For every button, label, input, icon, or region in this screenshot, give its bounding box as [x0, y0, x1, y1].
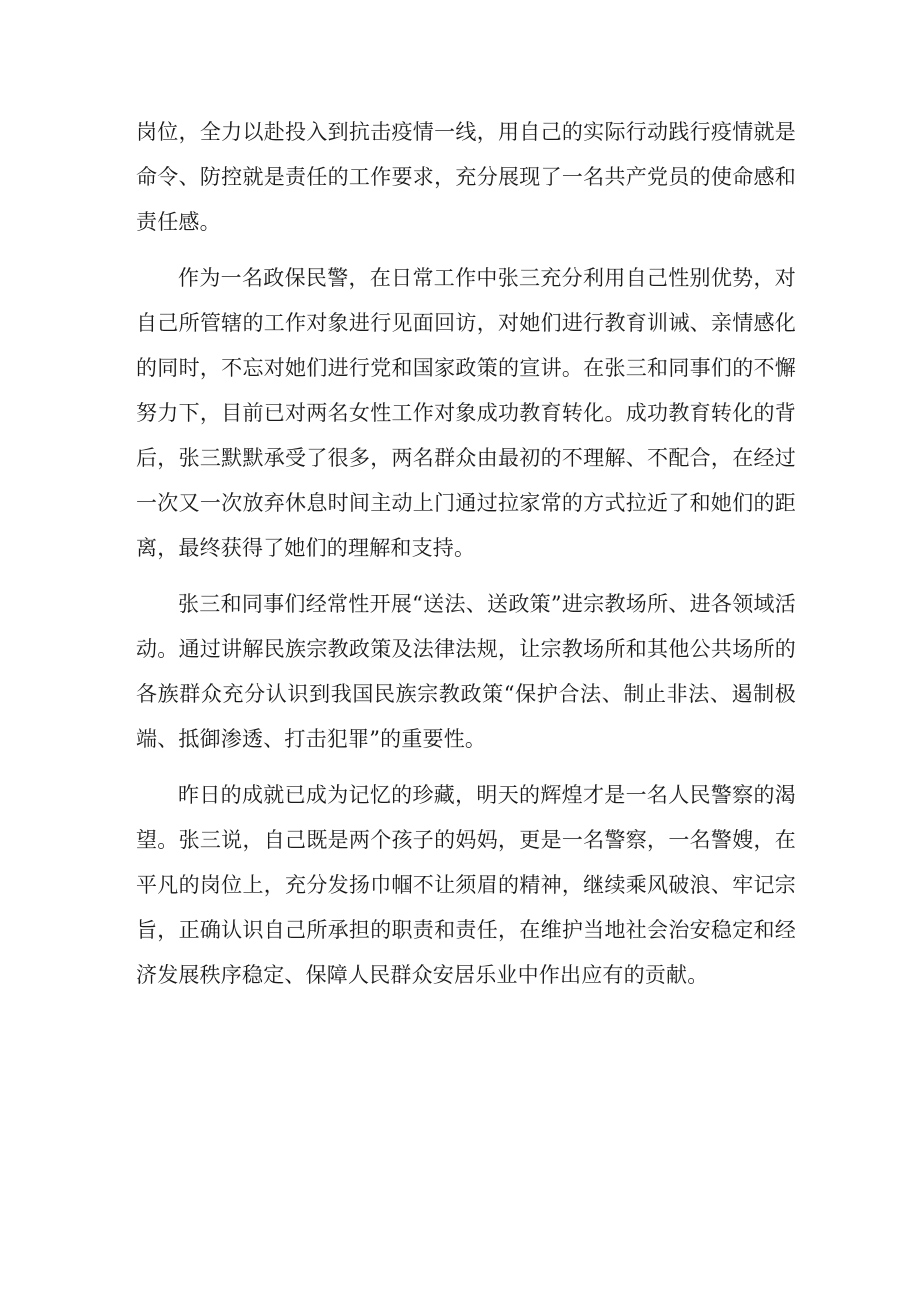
paragraph-law-outreach: 张三和同事们经常性开展“送法、送政策”进宗教场所、进各领域活动。通过讲解民族宗教政策及法律法规，让宗教场所和其他公共场所的各族群众充分认识到我国民族宗教政策“保护合法、制止非法、遏制极端、抵御渗透、打击犯罪”的重要性。	[136, 592, 796, 751]
paragraph-conclusion: 昨日的成就已成为记忆的珍藏，明天的辉煌才是一名人民警察的渴望。张三说，自己既是两个孩子的妈妈，更是一名警察，一名警嫂，在平凡的岗位上，充分发扬巾帼不让须眉的精神，继续乘风破浪、牢记宗旨，正确认识自己所承担的职责和责任，在维护当地社会治安稳定和经济发展秩序稳定、保障人民群众安居乐业中作出应有的贡献。	[136, 783, 796, 987]
paragraph-duty-work: 作为一名政保民警，在日常工作中张三充分利用自己性别优势，对自己所管辖的工作对象进行见面回访，对她们进行教育训诫、亲情感化的同时，不忘对她们进行党和国家政策的宣讲。在张三和同事们的不懈努力下，目前已对两名女性工作对象成功教育转化。成功教育转化的背后，张三默默承受了很多，两名群众由最初的不理解、不配合，在经过一次又一次放弃休息时间主动上门通过拉家常的方式拉近了和她们的距离，最终获得了她们的理解和支持。	[136, 266, 796, 560]
paragraph-continuation: 岗位，全力以赴投入到抗击疫情一线，用自己的实际行动践行疫情就是命令、防控就是责任的工作要求，充分展现了一名共产党员的使命感和责任感。	[136, 120, 796, 234]
document-body	[136, 110, 796, 1009]
